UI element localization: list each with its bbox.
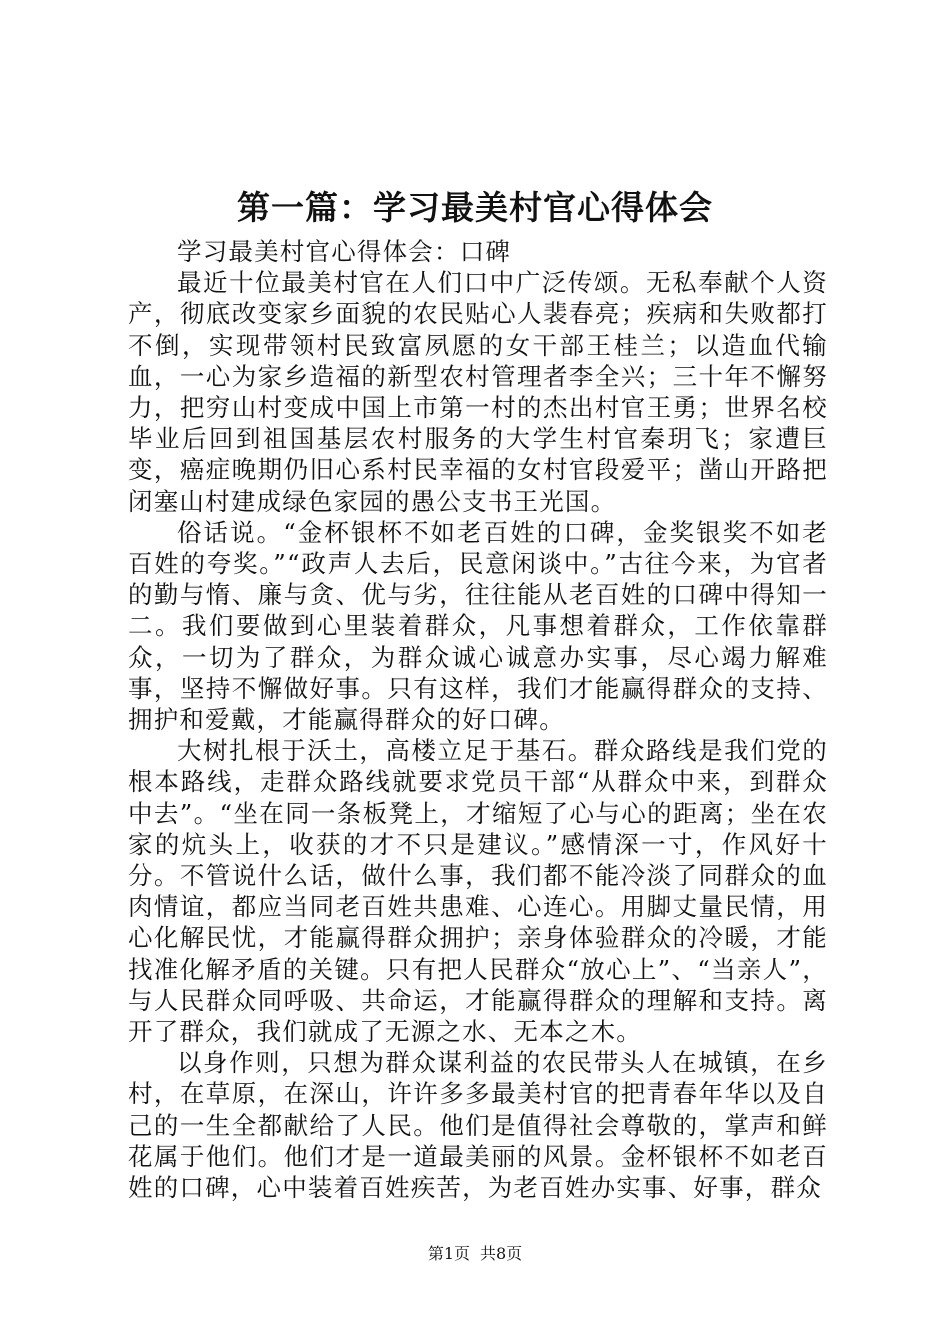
paragraph-subtitle: 学习最美村官心得体会：口碑 <box>177 237 512 266</box>
paragraph: 最近十位最美村官在人们口中广泛传颂。无私奉献个人资产，彻底改变家乡面貌的农民贴心人裴春亮；疾病和失败都打不倒，实现带领村民致富夙愿的女干部王桂兰；以造血代输血，一心为家乡造福的新型农村管理者李全兴；三十年不懈努力，把穷山村变成中国上市第一村的杰出村官王勇；世界名校毕业后回到祖国基层农村服务的大学生村官秦玥飞；家遭巨变，癌症晚期仍旧心系村民幸福的女村官段爱平；凿山开路把闭塞山村建成绿色家园的愚公支书王光国。 <box>128 268 828 516</box>
paragraph: 俗话说。“金杯银杯不如老百姓的口碑，金奖银奖不如老百姓的夸奖。”“政声人去后，民意闲谈中。”古往今来，为官者的勤与惰、廉与贪、优与劣，往往能从老百姓的口碑中得知一二。我们要做到心里装着群众，凡事想着群众，工作依靠群众，一切为了群众，为群众诚心诚意办实事，尽心竭力解难事，坚持不懈做好事。只有这样，我们才能赢得群众的支持、拥护和爱戴，才能赢得群众的好口碑。 <box>128 517 828 735</box>
paragraph: 大树扎根于沃土，高楼立足于基石。群众路线是我们党的根本路线，走群众路线就要求党员干部“从群众中来，到群众中去”。“坐在同一条板凳上，才缩短了心与心的距离；坐在农家的炕头上，收获的才不只是建议。”感情深一寸，作风好十分。不管说什么话，做什么事，我们都不能冷淡了同群众的血肉情谊，都应当同老百姓共患难、心连心。用脚丈量民情，用心化解民忧，才能赢得群众拥护；亲身体验群众的冷暖，才能找准化解矛盾的关键。只有把人民群众“放心上”、“当亲人”，与人民群众同呼吸、共命运，才能赢得群众的理解和支持。离开了群众，我们就成了无源之水、无本之木。 <box>128 736 828 1047</box>
document-title: 第一篇：学习最美村官心得体会 <box>237 188 713 227</box>
document-body <box>128 236 828 1203</box>
page-total: 共8页 <box>480 1244 523 1263</box>
page-footer <box>0 1243 950 1265</box>
paragraph: 以身作则，只想为群众谋利益的农民带头人在城镇，在乡村，在草原，在深山，许许多多最美村官的把青春年华以及自己的一生全都献给了人民。他们是值得社会尊敬的，掌声和鲜花属于他们。他们才是一道最美丽的风景。金杯银杯不如老百姓的口碑，心中装着百姓疾苦，为老百姓办实事、好事，群众 <box>128 1048 828 1203</box>
page-number: 第1页 <box>427 1244 470 1263</box>
